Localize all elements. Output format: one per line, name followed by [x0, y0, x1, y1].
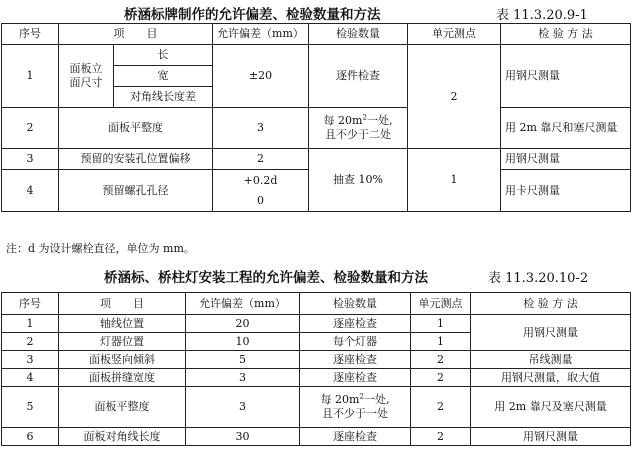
method-cell: 用钢尺测量 [501, 45, 631, 108]
points-cell: 1 [411, 315, 471, 333]
row-number: 3 [2, 351, 59, 369]
header-cell: 检 验 方 法 [501, 24, 631, 45]
row-number: 4 [2, 170, 59, 212]
quantity-cell: 每个灯器 [300, 333, 411, 351]
table-row [2, 387, 631, 428]
points-cell: 2 [411, 351, 471, 369]
tolerance-cell: 2 [213, 149, 309, 170]
tolerance-cell: 3 [186, 387, 300, 428]
quantity-text: 每 20m [323, 114, 363, 127]
points-cell: 2 [411, 369, 471, 387]
table-header-row [2, 24, 631, 45]
tolerance-cell: 10 [186, 333, 300, 351]
method-cell: 用钢尺测量 [471, 315, 631, 351]
item-group-line: 面板立 [69, 62, 103, 75]
table-row [2, 108, 631, 149]
row-number: 5 [2, 387, 59, 428]
method-cell: 用 2m 靠尺和塞尺测量 [501, 108, 631, 149]
superscript: 2 [359, 392, 364, 401]
row-number: 4 [2, 369, 59, 387]
header-cell: 序号 [2, 24, 59, 45]
table-row [2, 351, 631, 369]
quantity-cell: 逐座检查 [300, 369, 411, 387]
header-cell: 单元测点 [408, 24, 501, 45]
table2 [1, 292, 631, 446]
table-header-row [2, 293, 631, 315]
table1 [1, 23, 631, 212]
table-row [2, 45, 631, 66]
item-cell: 灯器位置 [59, 333, 186, 351]
table1-title: 桥涵标牌制作的允许偏差、检验数量和方法 [124, 7, 381, 23]
table-row [2, 149, 631, 170]
row-number: 3 [2, 149, 59, 170]
item-cell: 面板平整度 [59, 387, 186, 428]
points-cell: 2 [411, 387, 471, 428]
header-cell: 检 验 方 法 [471, 293, 631, 315]
header-cell: 序号 [2, 293, 59, 315]
item-cell: 预留螺孔孔径 [59, 170, 213, 212]
tolerance-cell: 30 [186, 428, 300, 446]
table-row [2, 315, 631, 333]
superscript: 2 [362, 113, 367, 122]
item-cell: 面板对角线长度 [59, 428, 186, 446]
quantity-text: 一处, [366, 114, 393, 127]
tolerance-cell: ±20 [213, 45, 309, 108]
header-cell: 项 目 [59, 24, 213, 45]
table-row [2, 428, 631, 446]
tolerance-cell: 5 [186, 351, 300, 369]
method-cell: 用 2m 靠尺及塞尺测量 [471, 387, 631, 428]
table2-title: 桥涵标、桥柱灯安装工程的允许偏差、检验数量和方法 [104, 270, 428, 286]
row-number: 6 [2, 428, 59, 446]
header-cell: 允许偏差（mm） [186, 293, 300, 315]
tolerance-cell: 3 [186, 369, 300, 387]
method-cell: 吊线测量 [471, 351, 631, 369]
item-sub-cell: 宽 [114, 66, 213, 87]
points-cell: 1 [411, 333, 471, 351]
table1-note: 注：d 为设计螺栓直径，单位为 mm。 [6, 242, 195, 255]
row-number: 2 [2, 333, 59, 351]
tolerance-cell [213, 170, 309, 212]
table-row [2, 369, 631, 387]
header-cell: 检验数量 [300, 293, 411, 315]
tolerance-text: +0.2d [243, 173, 278, 187]
quantity-text: 每 20m [320, 393, 360, 406]
tolerance-cell: 3 [213, 108, 309, 149]
row-number: 1 [2, 315, 59, 333]
item-sub-cell: 长 [114, 45, 213, 66]
method-cell: 用钢尺测量，取大值 [471, 369, 631, 387]
quantity-text: 且不少于一处 [322, 407, 388, 420]
header-cell: 允许偏差（mm） [213, 24, 309, 45]
item-group-cell [59, 45, 114, 108]
item-cell: 面板竖向倾斜 [59, 351, 186, 369]
quantity-text: 一处, [363, 393, 390, 406]
item-cell: 轴线位置 [59, 315, 186, 333]
header-cell: 项 目 [59, 293, 186, 315]
item-cell: 面板拼缝宽度 [59, 369, 186, 387]
table2-number: 表 11.3.20.10-2 [488, 271, 589, 286]
item-sub-cell: 对角线长度差 [114, 87, 213, 108]
header-cell: 单元测点 [411, 293, 471, 315]
quantity-cell: 逐座检查 [300, 315, 411, 333]
item-cell: 面板平整度 [59, 108, 213, 149]
tolerance-text: 0 [257, 193, 264, 207]
item-cell: 预留的安装孔位置偏移 [59, 149, 213, 170]
quantity-cell: 抽查 10% [309, 149, 408, 212]
table1-number: 表 11.3.20.9-1 [496, 8, 588, 23]
points-cell: 1 [408, 149, 501, 212]
method-cell: 用卡尺测量 [501, 170, 631, 212]
quantity-cell [309, 108, 408, 149]
row-number: 1 [2, 45, 59, 108]
row-number: 2 [2, 108, 59, 149]
points-cell: 2 [411, 428, 471, 446]
quantity-cell: 逐座检查 [300, 428, 411, 446]
header-cell: 检验数量 [309, 24, 408, 45]
quantity-text: 且不少于二处 [325, 128, 391, 141]
quantity-cell: 逐座检查 [300, 351, 411, 369]
quantity-cell: 逐件检查 [309, 45, 408, 108]
tolerance-cell: 20 [186, 315, 300, 333]
quantity-cell [300, 387, 411, 428]
method-cell: 用钢尺测量 [501, 149, 631, 170]
method-cell: 用钢尺测量 [471, 428, 631, 446]
points-cell: 2 [408, 45, 501, 149]
item-group-line: 面尺寸 [69, 76, 103, 89]
